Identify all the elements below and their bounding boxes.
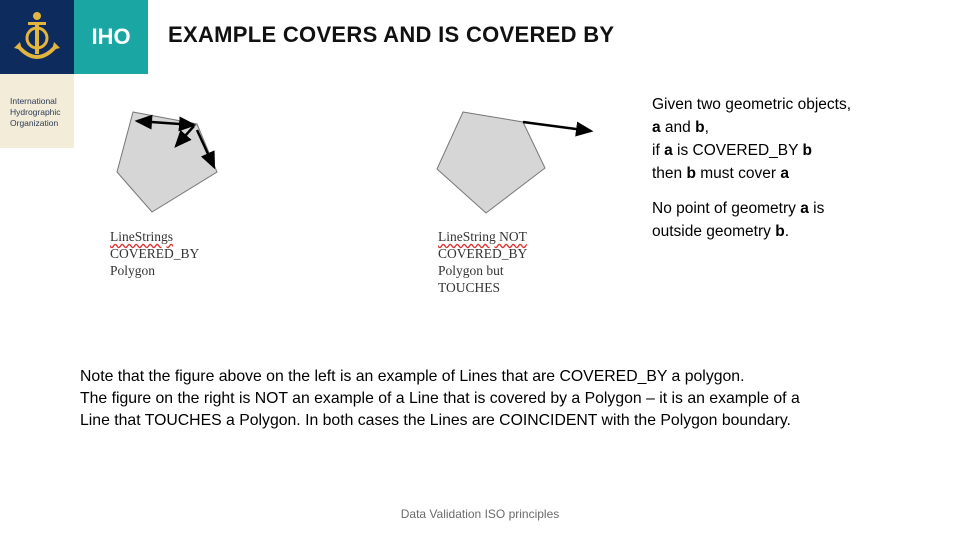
- definition-text: is: [808, 200, 825, 217]
- covered-by-definition: [652, 93, 922, 243]
- definition-term: b: [695, 119, 705, 136]
- definition-line: [652, 93, 922, 116]
- definition-term: b: [802, 142, 812, 159]
- org-logo-panel: [0, 0, 74, 148]
- definition-text: then: [652, 165, 687, 182]
- definition-line: [652, 162, 922, 185]
- definition-paragraph-1: [652, 93, 922, 185]
- definition-text: .: [784, 223, 789, 240]
- caption-line: COVERED_BY: [110, 246, 200, 261]
- org-name-line: Hydrographic: [10, 107, 61, 117]
- note-line: Line that TOUCHES a Polygon. In both cases the Lines are COINCIDENT with the Polygon boundary.: [80, 412, 791, 429]
- definition-text: outside geometry: [652, 223, 776, 240]
- figure-linestring-touches-polygon: [425, 100, 600, 225]
- definition-text: Given two geometric objects,: [652, 96, 852, 113]
- definition-text: and: [660, 119, 696, 136]
- org-name-line: Organization: [10, 118, 59, 128]
- definition-term: a: [664, 142, 673, 159]
- definition-term: b: [775, 223, 785, 240]
- polygon-shape: [117, 112, 217, 212]
- iho-logo: IHO: [74, 0, 148, 74]
- definition-text: must cover: [695, 165, 781, 182]
- definition-text: if: [652, 142, 665, 159]
- caption-line: Polygon but: [438, 263, 504, 278]
- slide-footer: Data Validation ISO principles: [400, 507, 560, 521]
- logo-emblem-background: [0, 0, 74, 74]
- page-title: EXAMPLE COVERS AND IS COVERED BY: [168, 22, 615, 47]
- definition-term: a: [652, 119, 661, 136]
- definition-paragraph-2: [652, 197, 922, 243]
- note-line: The figure on the right is NOT an example of a Line that is covered by a Polygon – it is an example of a: [80, 390, 800, 407]
- caption-line: TOUCHES: [438, 280, 501, 295]
- definition-term: a: [780, 165, 789, 182]
- definition-line: [652, 197, 922, 220]
- caption-line-text: LineString NOT: [438, 229, 527, 244]
- definition-term: a: [800, 200, 809, 217]
- caption-line: Polygon: [110, 263, 156, 278]
- polygon-shape: [437, 112, 545, 213]
- definition-line: [652, 139, 922, 162]
- caption-line: [438, 228, 527, 245]
- note-line: Note that the figure above on the left is an example of Lines that are COVERED_BY a polygon.: [80, 368, 745, 385]
- caption-line: LineStrings: [110, 229, 173, 244]
- definition-line: [652, 220, 922, 243]
- left-figure-caption: [110, 228, 199, 279]
- caption-line: COVERED_BY: [438, 246, 528, 261]
- definition-text: No point of geometry: [652, 200, 801, 217]
- right-figure-caption: [438, 228, 527, 296]
- definition-term: b: [686, 165, 696, 182]
- definition-line: [652, 116, 922, 139]
- org-name-line: International: [10, 96, 57, 106]
- anchor-emblem-icon: [12, 10, 62, 64]
- org-name: [10, 96, 72, 129]
- definition-text: is COVERED_BY: [672, 142, 803, 159]
- definition-text: ,: [704, 119, 709, 136]
- linestring-arrow: [523, 122, 591, 131]
- figure-linestrings-covered-by-polygon: [100, 100, 240, 225]
- explanatory-note: [80, 366, 920, 432]
